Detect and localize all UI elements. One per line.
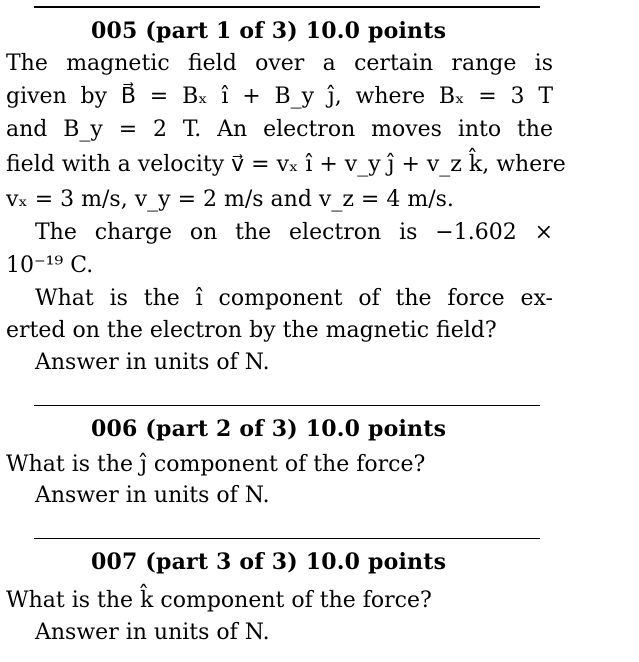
q1-answer-units: Answer in units of N. <box>35 350 270 375</box>
q2-answer-units: Answer in units of N. <box>35 483 270 508</box>
q3-line-1: What is the k̂ component of the force? <box>6 588 432 613</box>
q3-answer-units: Answer in units of N. <box>35 620 270 645</box>
q1-line-5: vₓ = 3 m/s, v_y = 2 m/s and v_z = 4 m/s. <box>6 187 454 212</box>
question-header-part-1: 005 (part 1 of 3) 10.0 points <box>91 18 447 44</box>
q1-line-2: given by B⃗ = Bₓ î + B_y ĵ, where Bₓ = 3 T <box>6 84 553 109</box>
q1-line-8: What is the î component of the force ex- <box>35 286 553 311</box>
top-rule <box>34 6 540 8</box>
divider-rule <box>34 538 540 539</box>
q1-line-3: and B_y = 2 T. An electron moves into the <box>6 117 553 142</box>
question-header-part-3: 007 (part 3 of 3) 10.0 points <box>91 549 447 575</box>
q2-line-1: What is the ĵ component of the force? <box>6 452 426 477</box>
question-header-part-2: 006 (part 2 of 3) 10.0 points <box>91 416 447 442</box>
divider-rule <box>34 405 540 406</box>
q1-line-9: erted on the electron by the magnetic field? <box>6 318 497 343</box>
q1-line-7: 10⁻¹⁹ C. <box>6 253 94 278</box>
q1-line-6: The charge on the electron is −1.602 × <box>35 220 553 245</box>
q1-line-4: field with a velocity v⃗ = vₓ î + v_y ĵ + v_z k̂, where <box>6 152 566 177</box>
q1-line-1: The magnetic field over a certain range is <box>6 51 553 76</box>
